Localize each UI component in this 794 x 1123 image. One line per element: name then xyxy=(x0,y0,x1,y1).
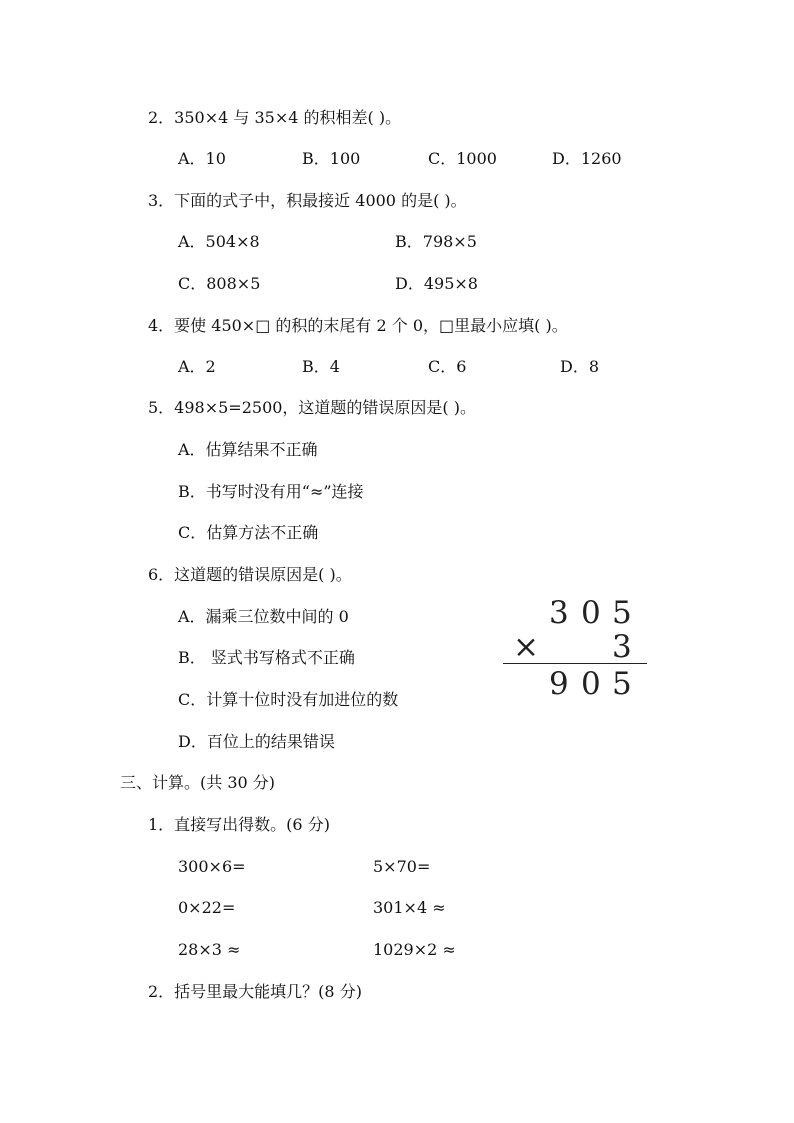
question-2-stem: 2．350×4 与 35×4 的积相差( )。 xyxy=(148,108,402,127)
q3-option-b[interactable]: B．798×5 xyxy=(395,232,477,251)
calculation-rule xyxy=(503,663,647,664)
top-digit-ones: 5 xyxy=(612,595,632,631)
q2-option-d[interactable]: D．1260 xyxy=(552,149,622,168)
question-4-stem: 4．要使 450×□ 的积的末尾有 2 个 0，□里最小应填( )。 xyxy=(148,316,568,335)
q4-option-c[interactable]: C．6 xyxy=(428,357,467,376)
calc-item: 0×22= xyxy=(178,898,236,917)
question-3-stem: 3．下面的式子中，积最接近 4000 的是( )。 xyxy=(148,191,467,210)
q2-option-b[interactable]: B．100 xyxy=(302,149,361,168)
q5-option-b[interactable]: B．书写时没有用“≈”连接 xyxy=(178,482,364,501)
question-6-stem: 6．这道题的错误原因是( )。 xyxy=(148,565,352,584)
q4-option-d[interactable]: D．8 xyxy=(560,357,600,376)
q5-option-a[interactable]: A．估算结果不正确 xyxy=(178,440,318,459)
q3-option-a[interactable]: A．504×8 xyxy=(178,232,260,251)
multiply-sign-icon: × xyxy=(513,629,539,665)
q3-option-c[interactable]: C．808×5 xyxy=(178,274,261,293)
calc-item: 300×6= xyxy=(178,857,246,876)
calc-item: 1029×2 ≈ xyxy=(373,940,456,959)
q6-option-b[interactable]: B． 竖式书写格式不正确 xyxy=(178,648,355,667)
q5-option-c[interactable]: C．估算方法不正确 xyxy=(178,523,319,542)
q4-option-b[interactable]: B．4 xyxy=(302,357,340,376)
result-digit-hundreds: 9 xyxy=(549,666,569,702)
top-digit-tens: 0 xyxy=(581,595,601,631)
top-digit-hundreds: 3 xyxy=(549,595,569,631)
q4-option-a[interactable]: A．2 xyxy=(178,357,216,376)
section-3-heading: 三、计算。(共 30 分) xyxy=(120,773,276,792)
question-5-stem: 5．498×5=2500，这道题的错误原因是( )。 xyxy=(148,398,477,417)
result-digit-tens: 0 xyxy=(581,666,601,702)
subsection-1-title: 1．直接写出得数。(6 分) xyxy=(148,815,330,834)
calc-item: 5×70= xyxy=(373,857,431,876)
q3-option-d[interactable]: D．495×8 xyxy=(395,274,478,293)
multiplier-digit: 3 xyxy=(612,629,632,665)
result-digit-ones: 5 xyxy=(612,666,632,702)
q6-option-d[interactable]: D．百位上的结果错误 xyxy=(178,732,335,751)
q6-option-c[interactable]: C．计算十位时没有加进位的数 xyxy=(178,690,399,709)
calc-item: 301×4 ≈ xyxy=(373,898,446,917)
calc-item: 28×3 ≈ xyxy=(178,940,241,959)
q2-option-c[interactable]: C．1000 xyxy=(428,149,497,168)
vertical-multiplication xyxy=(503,592,647,704)
subsection-2-title: 2．括号里最大能填几？(8 分) xyxy=(148,982,362,1001)
q2-option-a[interactable]: A．10 xyxy=(178,149,226,168)
q6-option-a[interactable]: A．漏乘三位数中间的 0 xyxy=(178,607,349,626)
